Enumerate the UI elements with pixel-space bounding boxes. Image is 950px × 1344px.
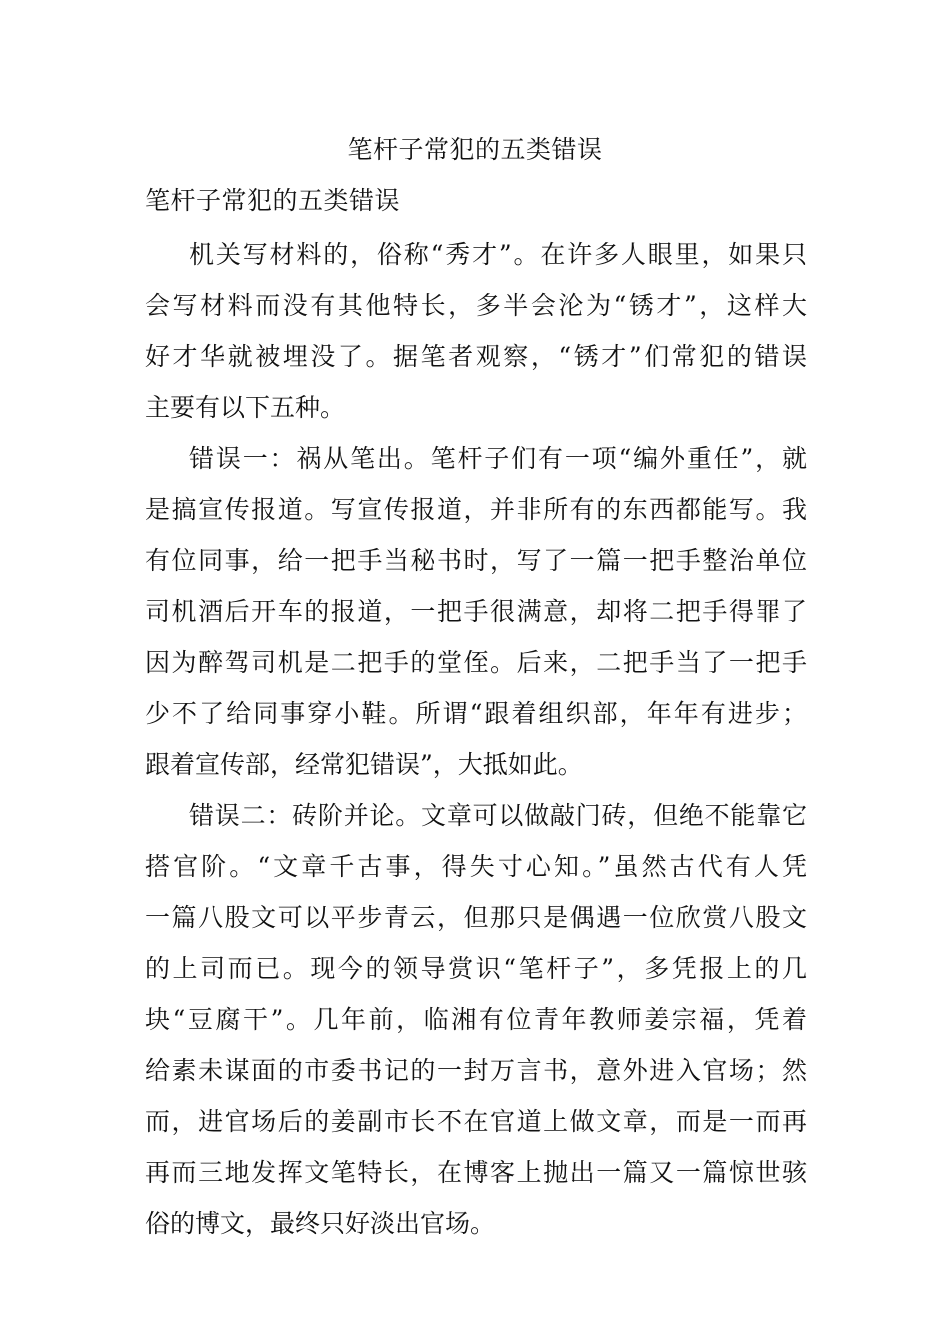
text-line: 有位同事，给一把手当秘书时，写了一篇一把手整治单位 [145, 546, 807, 575]
text-line: 因为醉驾司机是二把手的堂侄。后来，二把手当了一把手 [145, 648, 807, 677]
text-line: 给素未谋面的市委书记的一封万言书，意外进入官场；然 [145, 1056, 807, 1085]
text-line: 少不了给同事穿小鞋。所谓“跟着组织部，年年有进步； [145, 699, 807, 728]
text-line: 再而三地发挥文笔特长，在博客上抛出一篇又一篇惊世骇 [145, 1158, 807, 1187]
article-heading: 笔杆子常犯的五类错误 [145, 186, 401, 215]
paragraph-error-one [145, 433, 807, 790]
text-line: 而，进官场后的姜副市长不在官道上做文章，而是一而再 [145, 1107, 807, 1136]
text-line: 主要有以下五种。 [145, 393, 346, 422]
text-line: 一篇八股文可以平步青云，但那只是偶遇一位欣赏八股文 [145, 903, 807, 932]
text-line: 会写材料而没有其他特长，多半会沦为“锈才”，这样大 [145, 291, 807, 320]
text-line: 块“豆腐干”。几年前，临湘有位青年教师姜宗福，凭着 [145, 1005, 807, 1034]
text-line: 搭官阶。“文章千古事，得失寸心知。”虽然古代有人凭 [145, 852, 807, 881]
text-line: 机关写材料的，俗称“秀才”。在许多人眼里，如果只 [189, 240, 807, 269]
paragraph-intro [145, 229, 807, 433]
text-line: 跟着宣传部，经常犯错误”，大抵如此。 [145, 750, 583, 779]
article-body [145, 229, 807, 1249]
text-line: 的上司而已。现今的领导赏识“笔杆子”，多凭报上的几 [145, 954, 807, 983]
paragraph-error-two [145, 790, 807, 1249]
text-line: 司机酒后开车的报道，一把手很满意，却将二把手得罪了 [145, 597, 807, 626]
text-line: 俗的博文，最终只好淡出官场。 [145, 1209, 496, 1238]
text-line: 错误二：砖阶并论。文章可以做敲门砖，但绝不能靠它 [189, 801, 807, 830]
text-line: 是搞宣传报道。写宣传报道，并非所有的东西都能写。我 [145, 495, 807, 524]
text-line: 好才华就被埋没了。据笔者观察，“锈才”们常犯的错误 [145, 342, 807, 371]
page-title: 笔杆子常犯的五类错误 [347, 135, 603, 164]
text-line: 错误一：祸从笔出。笔杆子们有一项“编外重任”，就 [189, 444, 807, 473]
